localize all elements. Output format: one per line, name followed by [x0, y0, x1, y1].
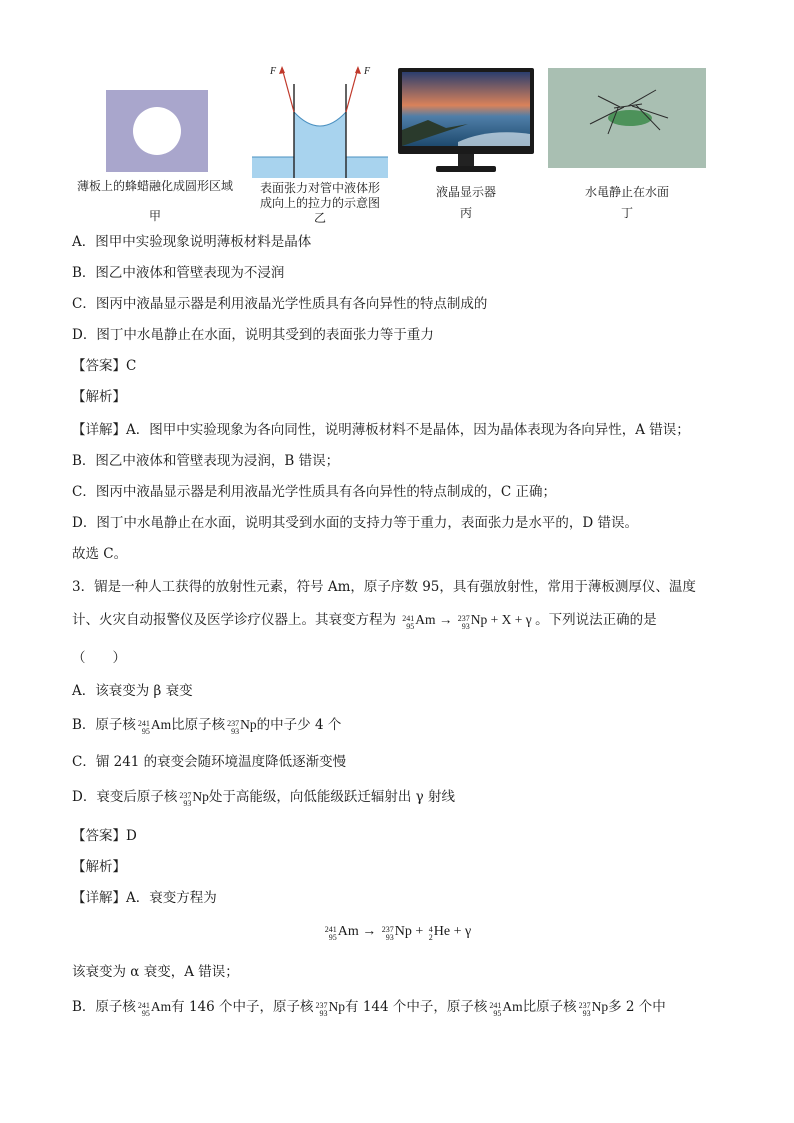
fig-yi-label: 乙	[313, 211, 326, 225]
decay-equation-inline: 241 95 Am → 237 93 Np + X + γ	[402, 612, 532, 631]
force-arrow-right	[346, 68, 358, 112]
q3-answer: 【答案】D	[72, 828, 137, 844]
q2-option-b: B．图乙中液体和管壁表现为不浸润	[72, 265, 285, 281]
q3-option-a: A．该衰变为 β 衰变	[72, 683, 193, 699]
q3-option-c: C．镅 241 的衰变会随环境温度降低逐渐变慢	[72, 754, 347, 770]
q3-option-d: D．衰变后原子核 237 93 Np处于高能级，向低能级跃迁辐射出 γ 射线	[72, 789, 455, 808]
q3-stem-line2: 计、火灾自动报警仪及医学诊疗仪器上。其衰变方程为 241 95 Am → 237 93 Np + X + γ 。下列说法正确的是	[72, 612, 657, 631]
monitor-stand	[436, 166, 496, 172]
force-label-right: F	[364, 66, 371, 77]
wax-plate-figure	[106, 90, 208, 172]
fig-yi-caption-2: 成向上的拉力的示意图	[259, 196, 380, 210]
q3-detail-alpha: 该衰变为 α 衰变，A 错误；	[72, 964, 239, 980]
q2-detail-c: C．图丙中液晶显示器是利用液晶光学性质具有各向异性的特点制成的，C 正确；	[72, 484, 556, 500]
q2-detail-a: 【详解】A．图甲中实验现象为各向同性，说明薄板材料不是晶体，因为晶体表现为各向异性，A 错误；	[72, 422, 690, 438]
decay-equation-display: 241 95 Am → 237 93 Np + 4 2 He + γ	[324, 924, 472, 942]
q3-detail-b: B．原子核 241 95 Am有 146 个中子，原子核 237 93 Np有 144 个中子，原子核 241 95 Am比原子核 237 93 Np多 2 个中	[72, 999, 666, 1018]
q2-option-c: C．图丙中液晶显示器是利用液晶光学性质具有各向异性的特点制成的	[72, 296, 488, 312]
capillary-tube-figure	[252, 62, 388, 178]
q2-option-d: D．图丁中水黾静止在水面，说明其受到的表面张力等于重力	[72, 327, 434, 343]
lcd-monitor-figure	[398, 68, 534, 174]
force-arrow-left	[282, 68, 294, 112]
q2-analysis-label: 【解析】	[72, 389, 126, 405]
q3-paren: （ ）	[72, 650, 126, 666]
q3-detail-intro: 【详解】A．衰变方程为	[72, 890, 217, 906]
figure-row	[66, 62, 726, 230]
q3-analysis-label: 【解析】	[72, 859, 126, 875]
q2-detail-b: B．图乙中液体和管壁表现为浸润，B 错误；	[72, 453, 340, 469]
q2-answer: 【答案】C	[72, 358, 137, 374]
fig-yi-caption-1: 表面张力对管中液体形	[259, 181, 380, 195]
fig-bing-label: 丙	[459, 206, 472, 220]
fig-jia-caption: 薄板上的蜂蜡融化成圆形区域	[76, 179, 233, 193]
monitor-neck	[458, 154, 474, 166]
fig-ding-caption: 水黾静止在水面	[584, 185, 669, 199]
water-strider-figure	[548, 68, 706, 168]
fig-bing-caption: 液晶显示器	[435, 185, 496, 199]
q3-stem-line1: 3．镅是一种人工获得的放射性元素，符号 Am，原子序数 95，具有强放射性，常用于薄板测厚仪、温度	[72, 579, 696, 595]
q3-option-b: B．原子核 241 95 Am比原子核 237 93 Np的中子少 4 个	[72, 717, 342, 736]
q2-option-a: A．图甲中实验现象说明薄板材料是晶体	[72, 234, 312, 250]
liquid	[252, 112, 388, 178]
q2-detail-d: D．图丁中水黾静止在水面，说明其受到水面的支持力等于重力，表面张力是水平的，D 错误。	[72, 515, 638, 531]
fig-jia-label: 甲	[148, 209, 161, 223]
melted-wax-circle	[133, 107, 181, 155]
fig-ding-label: 丁	[620, 206, 633, 220]
q2-conclusion: 故选 C。	[72, 546, 128, 562]
force-label-left: F	[270, 66, 277, 77]
